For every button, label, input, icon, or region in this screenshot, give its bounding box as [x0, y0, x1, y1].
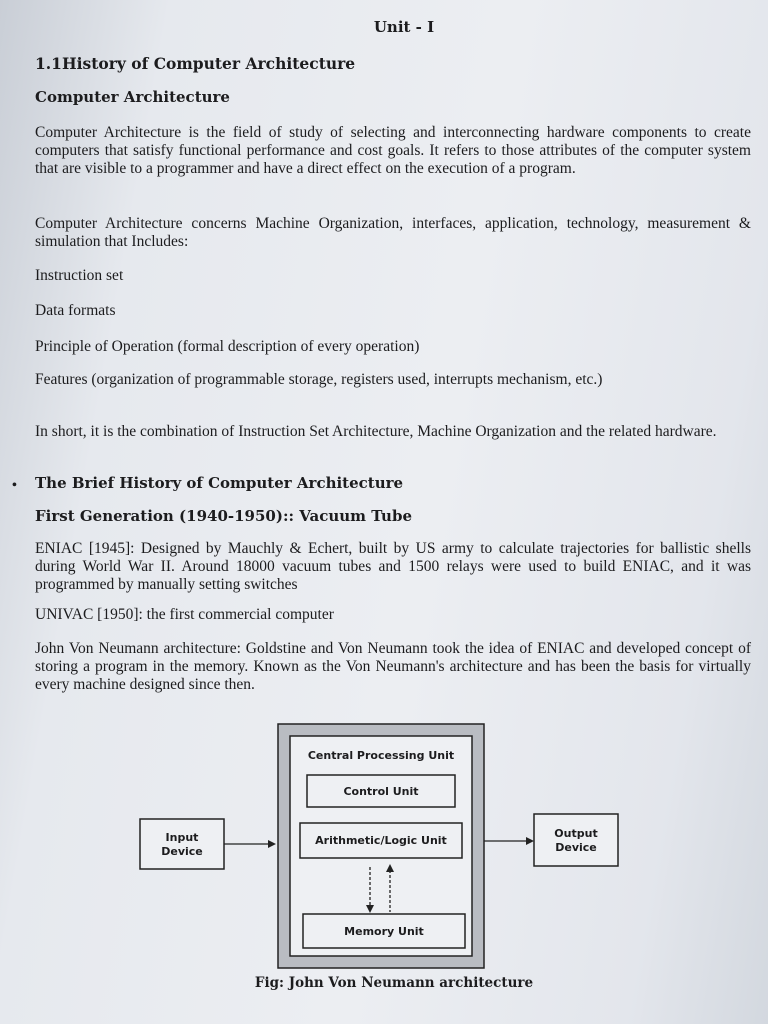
section-title: 1.1History of Computer Architecture — [35, 54, 356, 73]
alu-label: Arithmetic/Logic Unit — [315, 834, 447, 847]
univac-paragraph: UNIVAC [1950]: the first commercial computer — [35, 606, 334, 623]
history-heading: The Brief History of Computer Architecture — [35, 474, 404, 492]
first-generation-heading: First Generation (1940-1950):: Vacuum Tube — [35, 507, 412, 525]
input-label-line1: Input — [165, 831, 199, 844]
intro-paragraph: Computer Architecture is the field of study of selecting and interconnecting hardware components to create computers that satisfy functional performance and cost goals. It refers to those attributes of the computer system that are visible to a programmer and have a direct effect on the execution of a program. — [35, 124, 751, 177]
concerns-paragraph: Computer Architecture concerns Machine Organization, interfaces, application, technology, measurement & simulation that Includes: — [35, 215, 751, 250]
cpu-label: Central Processing Unit — [307, 749, 455, 762]
subsection-title: Computer Architecture — [35, 88, 230, 106]
output-label-line1: Output — [554, 827, 598, 840]
control-unit-label: Control Unit — [343, 785, 419, 798]
bullet-icon: • — [12, 478, 17, 493]
output-label-line2: Device — [555, 841, 597, 854]
input-label-line2: Device — [161, 845, 203, 858]
von-neumann-paragraph: John Von Neumann architecture: Goldstine and Von Neumann took the idea of ENIAC and developed concept of storing a program in the memory. Known as the Von Neumann's architecture and has been the basis for virtually every machine designed since then. — [35, 640, 751, 693]
eniac-paragraph: ENIAC [1945]: Designed by Mauchly & Echert, built by US army to calculate trajectories for ballistic shells during World War II. Around 18000 vacuum tubes and 1500 relays were used to build ENIAC, and it was programmed by manually setting switches — [35, 540, 751, 593]
list-item: Data formats — [35, 302, 116, 319]
output-device-box — [534, 814, 618, 866]
list-item: Instruction set — [35, 267, 124, 284]
input-device-box — [140, 819, 224, 869]
von-neumann-diagram — [130, 722, 630, 972]
unit-title: Unit - I — [373, 18, 435, 36]
list-item: Principle of Operation (formal description of every operation) — [35, 338, 420, 355]
summary-paragraph: In short, it is the combination of Instruction Set Architecture, Machine Organization and the related hardware. — [35, 423, 717, 440]
arrow-right-icon — [526, 837, 534, 845]
list-item: Features (organization of programmable storage, registers used, interrupts mechanism, etc.) — [35, 371, 603, 388]
memory-unit-label: Memory Unit — [344, 925, 424, 938]
figure-caption: Fig: John Von Neumann architecture — [254, 975, 534, 991]
arrow-right-icon — [268, 840, 276, 848]
